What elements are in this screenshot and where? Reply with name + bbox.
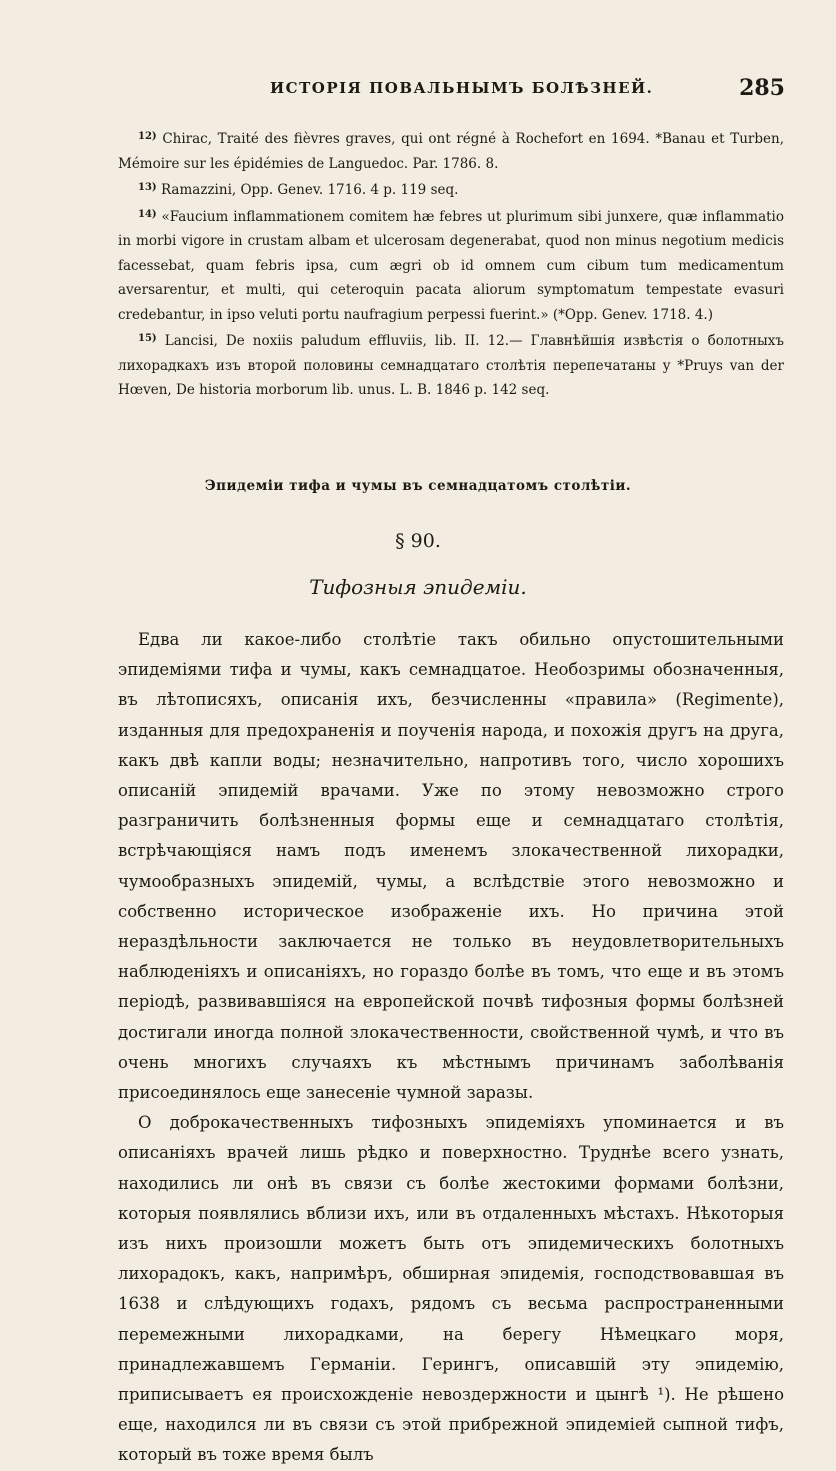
footnote xyxy=(118,203,784,328)
footnote-text: Lancisi, De noxiis paludum effluviis, lib. II. 12.— Главнѣйшія извѣстія о болотныхъ лихорадкахъ изъ второй половины семнадцатаго столѣтія перепечатаны у *Pruys van der Hœven, De historia morborum lib. unus. L. B. 1846 p. 142 seq. xyxy=(118,333,784,398)
footnote-mark: 15) xyxy=(138,333,157,344)
footnote-mark: 14) xyxy=(138,208,157,220)
body-text xyxy=(118,625,784,1471)
page-number: 285 xyxy=(739,75,785,101)
footnote xyxy=(118,327,784,403)
footnote xyxy=(118,125,784,176)
footnote-mark: 13) xyxy=(138,182,157,193)
footnote-mark: 12) xyxy=(138,131,157,142)
paragraph: Едва ли какое-либо столѣтіе такъ обильно опустошительными эпидеміями тифа и чумы, какъ семнадцатое. Необозримы обозначенныя, въ лѣтописяхъ, описанія ихъ, безчисленны «правила» (Regimente), изданныя для предохраненія и поученія народа, и похожія другъ на друга, какъ двѣ капли воды; незначительно, напротивъ того, число хорошихъ описаній эпидемій врачами. Уже по этому невозможно строго разграничить болѣзненныя формы еще и семнадцатаго столѣтія, встрѣчающіяся намъ подъ именемъ злокачественной лихорадки, чумообразныхъ эпидемій, чумы, а вслѣдствіе этого невозможно и собственно историческое изображеніе ихъ. Но причина этой нераздѣльности заключается не только въ неудовлетворительныхъ наблюденіяхъ и описаніяхъ, но гораздо болѣе въ томъ, что еще и въ этомъ періодѣ, развивавшіяся на европейской почвѣ тифозныя формы болѣзней достигали иногда полной злокачественности, свойственной чумѣ, и что въ очень многихъ случаяхъ къ мѣстнымъ причинамъ заболѣванія присоединялось еще занесеніе чумной заразы. xyxy=(118,630,784,1103)
page-header xyxy=(120,75,785,105)
footnotes xyxy=(118,125,784,403)
footnote-text: «Faucium inflammationem comitem hæ febres ut plurimum sibi junxere, quæ inflammatio in morbi vigore in crustam albam et ulcerosam degenerabat, quod non minus negotium medicis facessebat, quam febris ipsa, cum ægri ob id omnem cum cibum tum medicamentum aversarentur, et multi, qui ceteroquin pacata aliorum symptomatum tempestate evasuri credebantur, in ipso veluti portu naufragium perpessi fuerint.» (*Opp. Genev. 1718. 4.) xyxy=(118,208,785,323)
footnote xyxy=(118,176,784,203)
subheading: Тифозныя эпидеміи. xyxy=(309,575,527,599)
running-title: ИСТОРІЯ ПОВАЛЬНЫМЪ БОЛѢЗНЕЙ. xyxy=(270,79,654,97)
section-number: § 90. xyxy=(395,530,441,552)
paragraph: О доброкачественныхъ тифозныхъ эпидеміяхъ упоминается и въ описаніяхъ врачей лишь рѣдко и поверхностно. Труднѣе всего узнать, находились ли онѣ въ связи съ болѣе жестокими формами болѣзни, которыя появлялись вблизи ихъ, или въ отдаленныхъ мѣстахъ. Нѣкоторыя изъ нихъ произошли можетъ быть отъ эпидемическихъ болотныхъ лихорадокъ, какъ, напримѣръ, обширная эпидемія, господствовавшая въ 1638 и слѣдующихъ годахъ, рядомъ съ весьма распространенными перемежными лихорадками, на берегу Нѣмецкаго моря, принадлежавшемъ Германіи. Герингъ, описавшій эту эпидемію, приписываетъ ея происхожденіе невоздержности и цынгѣ ¹). Не рѣшено еще, находился ли въ связи съ этой прибрежной эпидеміей сыпной тифъ, который въ тоже время былъ xyxy=(118,1113,784,1465)
footnote-text: Ramazzini, Opp. Genev. 1716. 4 p. 119 seq. xyxy=(160,182,459,198)
footnote-text: Chirac, Traité des fièvres graves, qui ont régné à Rochefort en 1694. *Banau et Turben, Mémoire sur les épidémies de Languedoc. Par. 1786. 8. xyxy=(118,131,784,172)
section-heading: Эпидеміи тифа и чумы въ семнадцатомъ столѣтіи. xyxy=(204,478,632,494)
